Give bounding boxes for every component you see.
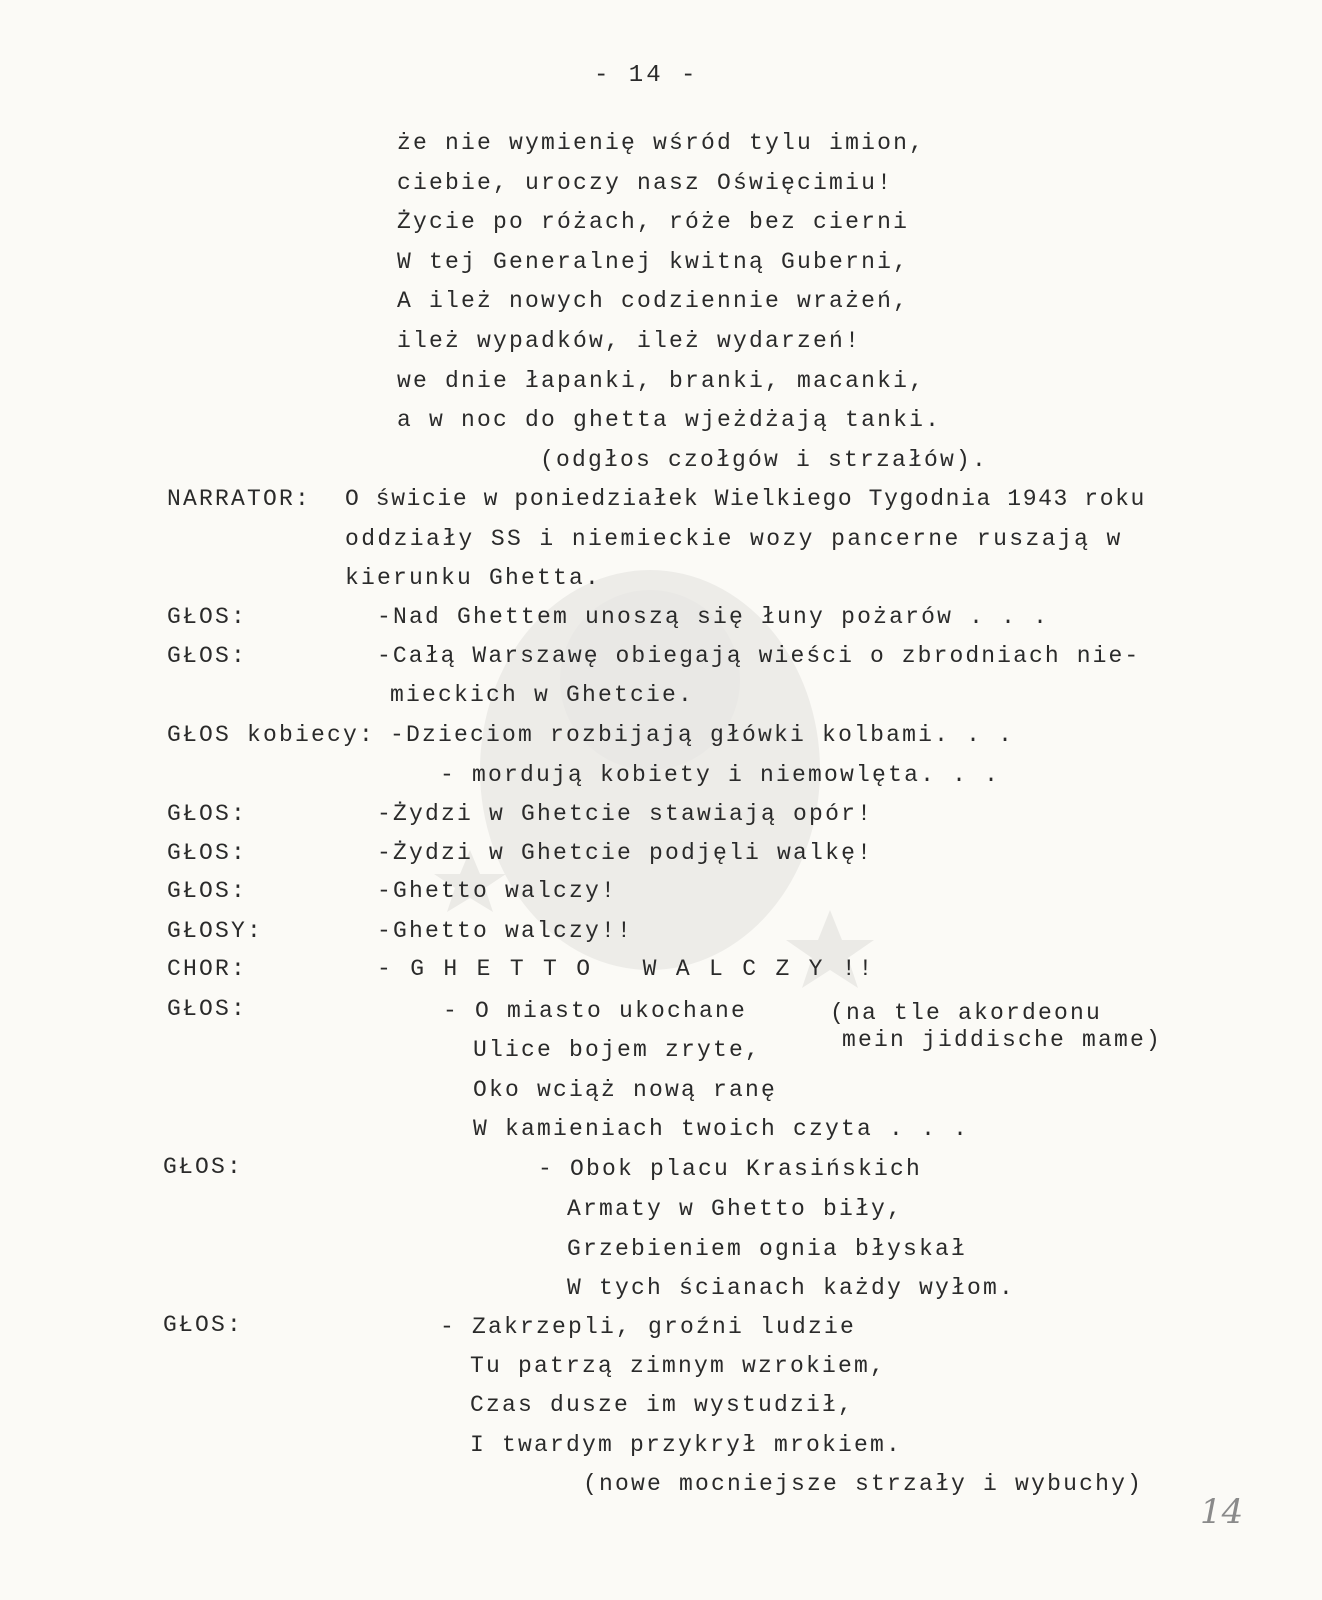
verse-line: Życie po różach, róże bez cierni <box>397 209 910 235</box>
speaker-label: NARRATOR: <box>167 486 312 512</box>
dialogue-line: -Żydzi w Ghetcie stawiają opór! <box>377 801 874 827</box>
speaker-label: GŁOS: <box>167 878 248 904</box>
dialogue-line: -Nad Ghettem unoszą się łuny pożarów . . . <box>377 604 1050 630</box>
verse-line: ileż wypadków, ileż wydarzeń! <box>397 328 862 354</box>
dialogue-line: -Ghetto walczy! <box>377 878 618 904</box>
verse-line: że nie wymienię wśród tylu imion, <box>397 130 926 156</box>
stage-direction: (nowe mocniejsze strzały i wybuchy) <box>583 1471 1144 1497</box>
dialogue-line: -Całą Warszawę obiegają wieści o zbrodniach nie- <box>377 643 1141 669</box>
stage-direction: (odgłos czołgów i strzałów). <box>540 447 989 473</box>
speaker-label: GŁOS: <box>167 996 248 1022</box>
poem-line: - Zakrzepli, groźni ludzie <box>440 1314 857 1340</box>
poem-line: Ulice bojem zryte, <box>473 1037 762 1063</box>
speaker-label: CHOR: <box>167 956 248 982</box>
speaker-label: GŁOS: <box>167 801 248 827</box>
verse-line: ciebie, uroczy nasz Oświęcimiu! <box>397 170 894 196</box>
poem-line: Grzebieniem ognia błyskał <box>567 1236 968 1262</box>
dialogue-line: mieckich w Ghetcie. <box>390 682 695 708</box>
speaker-label: GŁOS: <box>167 840 248 866</box>
dialogue-line: - mordują kobiety i niemowlęta. . . <box>440 762 1001 788</box>
verse-line: we dnie łapanki, branki, macanki, <box>397 368 926 394</box>
narration-line: kierunku Ghetta. <box>345 565 602 591</box>
poem-line: - O miasto ukochane <box>443 998 748 1024</box>
poem-line: Armaty w Ghetto biły, <box>567 1196 904 1222</box>
verse-line: W tej Generalnej kwitną Guberni, <box>397 249 910 275</box>
speaker-label: GŁOS: <box>167 643 248 669</box>
speaker-label: GŁOS: <box>167 604 248 630</box>
verse-line: a w noc do ghetta wjeżdżają tanki. <box>397 407 942 433</box>
page-number: - 14 - <box>594 62 699 89</box>
dialogue-line: -Dzieciom rozbijają główki kolbami. . . <box>390 722 1015 748</box>
side-note-line: mein jiddische mame) <box>842 1027 1163 1053</box>
speaker-label: GŁOSY: <box>167 918 264 944</box>
dialogue-line: -Ghetto walczy!! <box>377 918 634 944</box>
verse-line: A ileż nowych codziennie wrażeń, <box>397 288 910 314</box>
speaker-label: GŁOS: <box>163 1312 244 1338</box>
poem-line: I twardym przykrył mrokiem. <box>470 1432 903 1458</box>
side-note-line: (na tle akordeonu <box>830 1000 1103 1026</box>
narration-line: O świcie w poniedziałek Wielkiego Tygodnia 1943 roku <box>345 486 1146 512</box>
speaker-label: GŁOS: <box>163 1154 244 1180</box>
narration-line: oddziały SS i niemieckie wozy pancerne ruszają w <box>345 526 1123 552</box>
chorus-line: - G H E T T O W A L C Z Y !! <box>377 956 876 982</box>
poem-line: - Obok placu Krasińskich <box>538 1156 923 1182</box>
poem-line: Oko wciąż nową ranę <box>473 1077 778 1103</box>
dialogue-line: -Żydzi w Ghetcie podjęli walkę! <box>377 840 874 866</box>
speaker-label: GŁOS kobiecy: <box>167 722 376 748</box>
poem-line: Czas dusze im wystudził, <box>470 1392 855 1418</box>
poem-line: Tu patrzą zimnym wzrokiem, <box>470 1353 887 1379</box>
poem-line: W tych ścianach każdy wyłom. <box>567 1275 1016 1301</box>
handwritten-page-number: 14 <box>1200 1492 1244 1532</box>
poem-line: W kamieniach twoich czyta . . . <box>473 1116 970 1142</box>
